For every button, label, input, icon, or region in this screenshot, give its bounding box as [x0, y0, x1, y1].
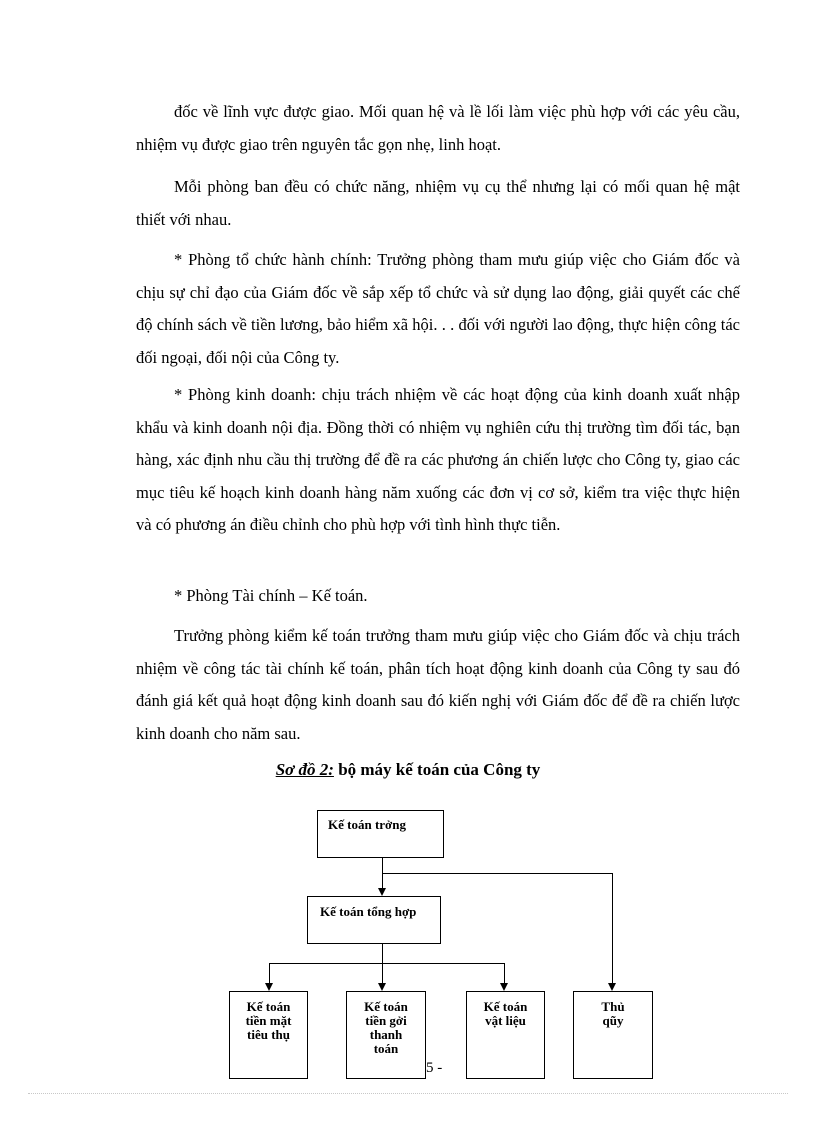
box-general-accountant-label: Kế toán tổng hợp	[320, 904, 417, 919]
box-cash-line-1: Kế toán	[246, 999, 291, 1014]
box-deposit-line-1: Kế toán	[364, 999, 408, 1014]
arrow-to-general	[378, 888, 386, 896]
box-material-line-1: Kế toán	[483, 999, 528, 1014]
page-number: 5 -	[426, 1060, 443, 1076]
box-treasurer-line-1: Thủ	[601, 999, 625, 1014]
box-deposit-line-3: thanh	[369, 1027, 403, 1042]
box-treasurer	[573, 991, 653, 1079]
arrow-to-cash	[265, 983, 273, 991]
box-cash-line-3: tiêu thụ	[247, 1027, 290, 1042]
connector-to-material	[504, 963, 505, 983]
arrow-to-treasurer	[608, 983, 616, 991]
diagram-caption-text: bộ máy kế toán của Công ty	[333, 760, 541, 779]
paragraph-1: đốc về lĩnh vực được giao. Mối quan hệ và lề lối làm việc phù hợp với các yêu cầu, nhiệm vụ được giao trên nguyên tắc gọn nhẹ, linh hoạt.	[136, 102, 740, 154]
page-bottom-divider	[28, 1093, 788, 1094]
diagram-caption	[0, 760, 816, 780]
box-deposit-line-2: tiền gởi	[365, 1013, 407, 1028]
paragraph-5: * Phòng Tài chính – Kế toán.	[174, 586, 368, 605]
box-deposit-line-4: toán	[373, 1041, 399, 1056]
box-chief-accountant-label: Kế toán trởng	[328, 817, 406, 832]
diagram-caption-lead: Sơ đồ 2:	[275, 760, 334, 779]
box-material-line-2: vật liệu	[485, 1013, 526, 1028]
paragraph-3: * Phòng tổ chức hành chính: Trưởng phòng tham mưu giúp việc cho Giám đốc và chịu sự chỉ đạo của Giám đốc về sắp xếp tổ chức và sử dụng lao động, giải quyết các chế độ chính sách về tiền lương, bảo hiểm xã hội. . . đối với người lao động, thực hiện công tác đối ngoại, đối nội của Công ty.	[136, 250, 740, 367]
box-treasurer-line-2: qũy	[602, 1013, 624, 1028]
paragraph-4: * Phòng kinh doanh: chịu trách nhiệm về các hoạt động của kinh doanh xuất nhập khẩu và kinh doanh nội địa. Đồng thời có nhiệm vụ nghiên cứu thị trường tìm đối tác, bạn hàng, xác định nhu cầu thị trường để đề ra các phương án chiến lược cho Công ty, giao các mục tiêu kế hoạch kinh doanh hàng năm xuống các đơn vị cơ sở, kiểm tra việc thực hiện và có phương án điều chỉnh cho phù hợp với tình hình thực tiễn.	[136, 385, 740, 535]
arrow-to-deposit	[378, 983, 386, 991]
box-chief-accountant	[317, 810, 444, 858]
connector-general-h	[269, 963, 505, 964]
connector-chief-treasurer-h	[382, 873, 613, 874]
box-general-accountant	[307, 896, 441, 944]
box-cash-accountant	[229, 991, 308, 1079]
paragraph-2: Mỗi phòng ban đều có chức năng, nhiệm vụ cụ thể nhưng lại có mối quan hệ mật thiết với nhau.	[136, 177, 740, 229]
arrow-to-material	[500, 983, 508, 991]
box-deposit-accountant	[346, 991, 426, 1079]
paragraph-6: Trưởng phòng kiểm kế toán trưởng tham mưu giúp việc cho Giám đốc và chịu trách nhiệm về công tác tài chính kế toán, phân tích hoạt động kinh doanh của Công ty sau đó đánh giá kết quả hoạt động kinh doanh sau đó kiến nghị với Giám đốc để đề ra chiến lược kinh doanh cho năm sau.	[136, 626, 740, 743]
box-cash-line-2: tiền mặt	[245, 1013, 292, 1028]
connector-chief-treasurer-v	[612, 873, 613, 983]
connector-to-cash	[269, 963, 270, 983]
box-material-accountant	[466, 991, 545, 1079]
